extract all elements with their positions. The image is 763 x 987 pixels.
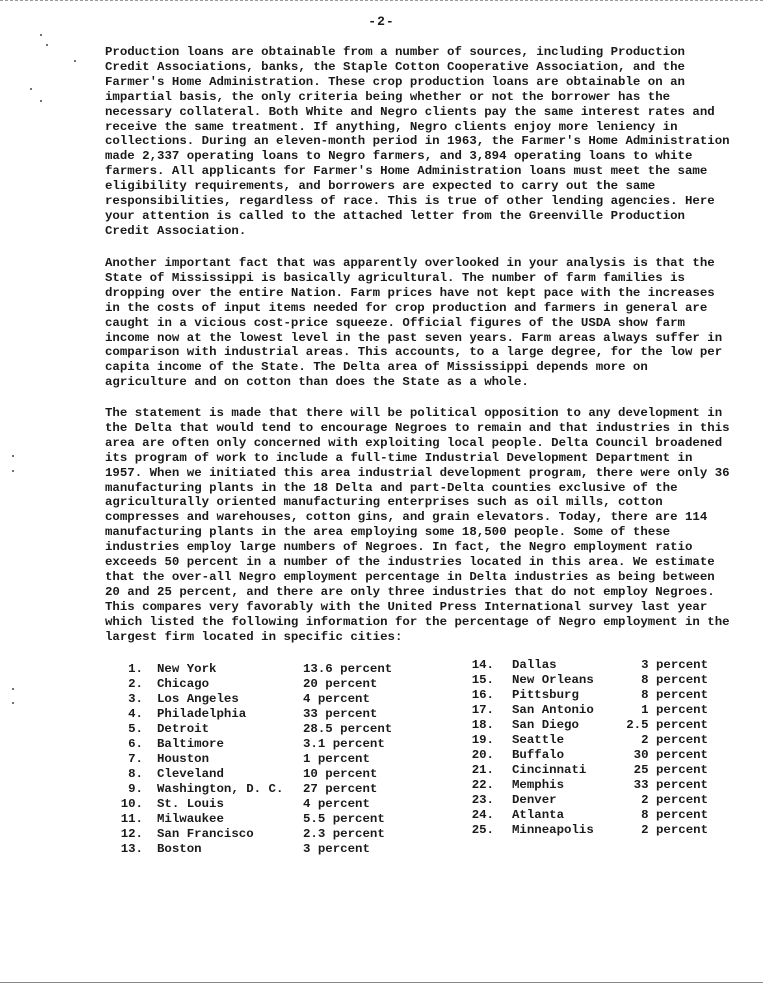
city-name: San Antonio [512, 703, 594, 717]
city-name: Atlanta [512, 808, 565, 822]
city-name: San Francisco [157, 827, 254, 841]
percentage-value: 8 percent [641, 673, 708, 687]
percentage-value: 33 percent [303, 707, 378, 721]
scan-speck [12, 688, 14, 690]
city-name: Boston [157, 842, 202, 856]
city-name: Baltimore [157, 737, 224, 751]
scan-speck [40, 34, 42, 36]
scan-speck [40, 100, 42, 102]
item-number: 13. [120, 842, 143, 856]
item-number: 16. [471, 688, 494, 702]
percentage-value: 25 percent [633, 763, 708, 777]
percentage-value: 2.3 percent [303, 827, 385, 841]
item-number: 17. [471, 703, 494, 717]
percentage-value: 28.5 percent [303, 722, 393, 736]
city-name: Milwaukee [157, 812, 224, 826]
item-number: 7. [128, 752, 143, 766]
item-number: 24. [471, 808, 494, 822]
item-number: 22. [471, 778, 494, 792]
city-name: Minneapolis [512, 823, 594, 837]
percentage-value: 2 percent [641, 733, 708, 747]
item-number: 18. [471, 718, 494, 732]
page-bottom-border [0, 982, 763, 983]
city-name: Chicago [157, 677, 210, 691]
item-number: 19. [471, 733, 494, 747]
scan-speck [46, 44, 48, 46]
percentage-value: 2 percent [641, 823, 708, 837]
city-name: Pittsburg [512, 688, 579, 702]
item-number: 23. [471, 793, 494, 807]
item-number: 10. [120, 797, 143, 811]
city-name: Seattle [512, 733, 565, 747]
city-name: Dallas [512, 658, 557, 672]
scan-speck [30, 88, 32, 90]
scan-speck [12, 470, 14, 472]
percentage-value: 2 percent [641, 793, 708, 807]
percentage-value: 5.5 percent [303, 812, 385, 826]
item-number: 4. [128, 707, 143, 721]
item-number: 2. [128, 677, 143, 691]
page-number: -2- [368, 14, 395, 29]
city-name: Buffalo [512, 748, 565, 762]
paragraph-production-loans: Production loans are obtainable from a number of sources, including Production Credit Associations, banks, the Staple Cotton Cooperative Association, and the Farmer's Home Administration. These crop production loans are obtainable on an impartial basis, the only criteria being whether or not the borrower has the necessary collateral. Both White and Negro clients pay the same interest rates and receive the same treatment. If anything, Negro clients enjoy more leniency in collections. During an eleven-month period in 1963, the Farmer's Home Administration made 2,337 operating loans to Negro farmers, and 3,894 operating loans to white farmers. All applicants for Farmer's Home Administration loans must meet the same eligibility requirements, and borrowers are expected to carry out the same responsibilities, regardless of race. This is true of other lending agencies. Here your attention is called to the attached letter from the Greenville Production Credit Association. [105, 45, 730, 238]
city-name: Cleveland [157, 767, 224, 781]
item-number: 12. [120, 827, 143, 841]
city-name: Denver [512, 793, 557, 807]
percentage-value: 33 percent [633, 778, 708, 792]
page-top-border [0, 0, 763, 1]
item-number: 11. [120, 812, 143, 826]
paragraph-agricultural-state: Another important fact that was apparently overlooked in your analysis is that the State of Mississippi is basically agricultural. The number of farm families is dropping over the entire Nation. Farm prices have not kept pace with the increases in the costs of input items needed for crop production and farmers in general are caught in a vicious cost-price squeeze. Official figures of the USDA show farm income now at the lowest level in the past seven years. Farm areas always suffer in comparison with industrial areas. This accounts, to a large degree, for the low per capita income of the State. The Delta area of Mississippi depends more on agriculture and on cotton than does the State as a whole. [105, 256, 723, 390]
percentage-value: 3 percent [303, 842, 370, 856]
item-number: 5. [128, 722, 143, 736]
item-number: 1. [128, 662, 143, 676]
percentage-value: 13.6 percent [303, 662, 393, 676]
item-number: 3. [128, 692, 143, 706]
scan-speck [12, 455, 14, 457]
item-number: 8. [128, 767, 143, 781]
item-number: 20. [471, 748, 494, 762]
city-name: St. Louis [157, 797, 224, 811]
percentage-value: 30 percent [633, 748, 708, 762]
percentage-value: 3 percent [641, 658, 708, 672]
scan-speck [12, 702, 14, 704]
percentage-value: 27 percent [303, 782, 378, 796]
item-number: 21. [471, 763, 494, 777]
city-name: Detroit [157, 722, 210, 736]
city-name: Cincinnati [512, 763, 587, 777]
percentage-value: 4 percent [303, 797, 370, 811]
scan-speck [74, 60, 76, 62]
percentage-value: 10 percent [303, 767, 378, 781]
percentage-value: 8 percent [641, 688, 708, 702]
paragraph-industrial-development: The statement is made that there will be political opposition to any development in the Delta that would tend to encourage Negroes to remain and that industries in this area are often only concerned with exploiting local people. Delta Council broadened its program of work to include a full-time Industrial Development Department in 1957. When we initiated this area industrial development program, there were only 36 manufacturing plants in the 18 Delta and part-Delta counties exclusive of the agriculturally oriented manufacturing enterprises such as oil mills, cotton compresses and warehouses, cotton gins, and grain elevators. Today, there are 114 manufacturing plants in the area employing some 18,500 people. Some of these industries employ large numbers of Negroes. In fact, the Negro employment ratio exceeds 50 percent in a number of the industries located in this area. We estimate that the over-all Negro employment percentage in Delta industries as being between 20 and 25 percent, and there are only three industries that do not employ Negroes. This compares very favorably with the United Press International survey last year which listed the following information for the percentage of Negro employment in the largest firm located in specific cities: [105, 406, 730, 644]
item-number: 9. [128, 782, 143, 796]
city-name: New Orleans [512, 673, 594, 687]
city-name: New York [157, 662, 217, 676]
city-name: Los Angeles [157, 692, 239, 706]
item-number: 6. [128, 737, 143, 751]
city-name: San Diego [512, 718, 579, 732]
item-number: 14. [471, 658, 494, 672]
percentage-value: 1 percent [641, 703, 708, 717]
percentage-value: 3.1 percent [303, 737, 385, 751]
city-name: Philadelphia [157, 707, 247, 721]
percentage-value: 2.5 percent [626, 718, 708, 732]
item-number: 15. [471, 673, 494, 687]
item-number: 25. [471, 823, 494, 837]
percentage-value: 8 percent [641, 808, 708, 822]
city-name: Houston [157, 752, 210, 766]
percentage-value: 4 percent [303, 692, 370, 706]
percentage-value: 20 percent [303, 677, 378, 691]
city-name: Memphis [512, 778, 565, 792]
percentage-value: 1 percent [303, 752, 370, 766]
city-name: Washington, D. C. [157, 782, 284, 796]
